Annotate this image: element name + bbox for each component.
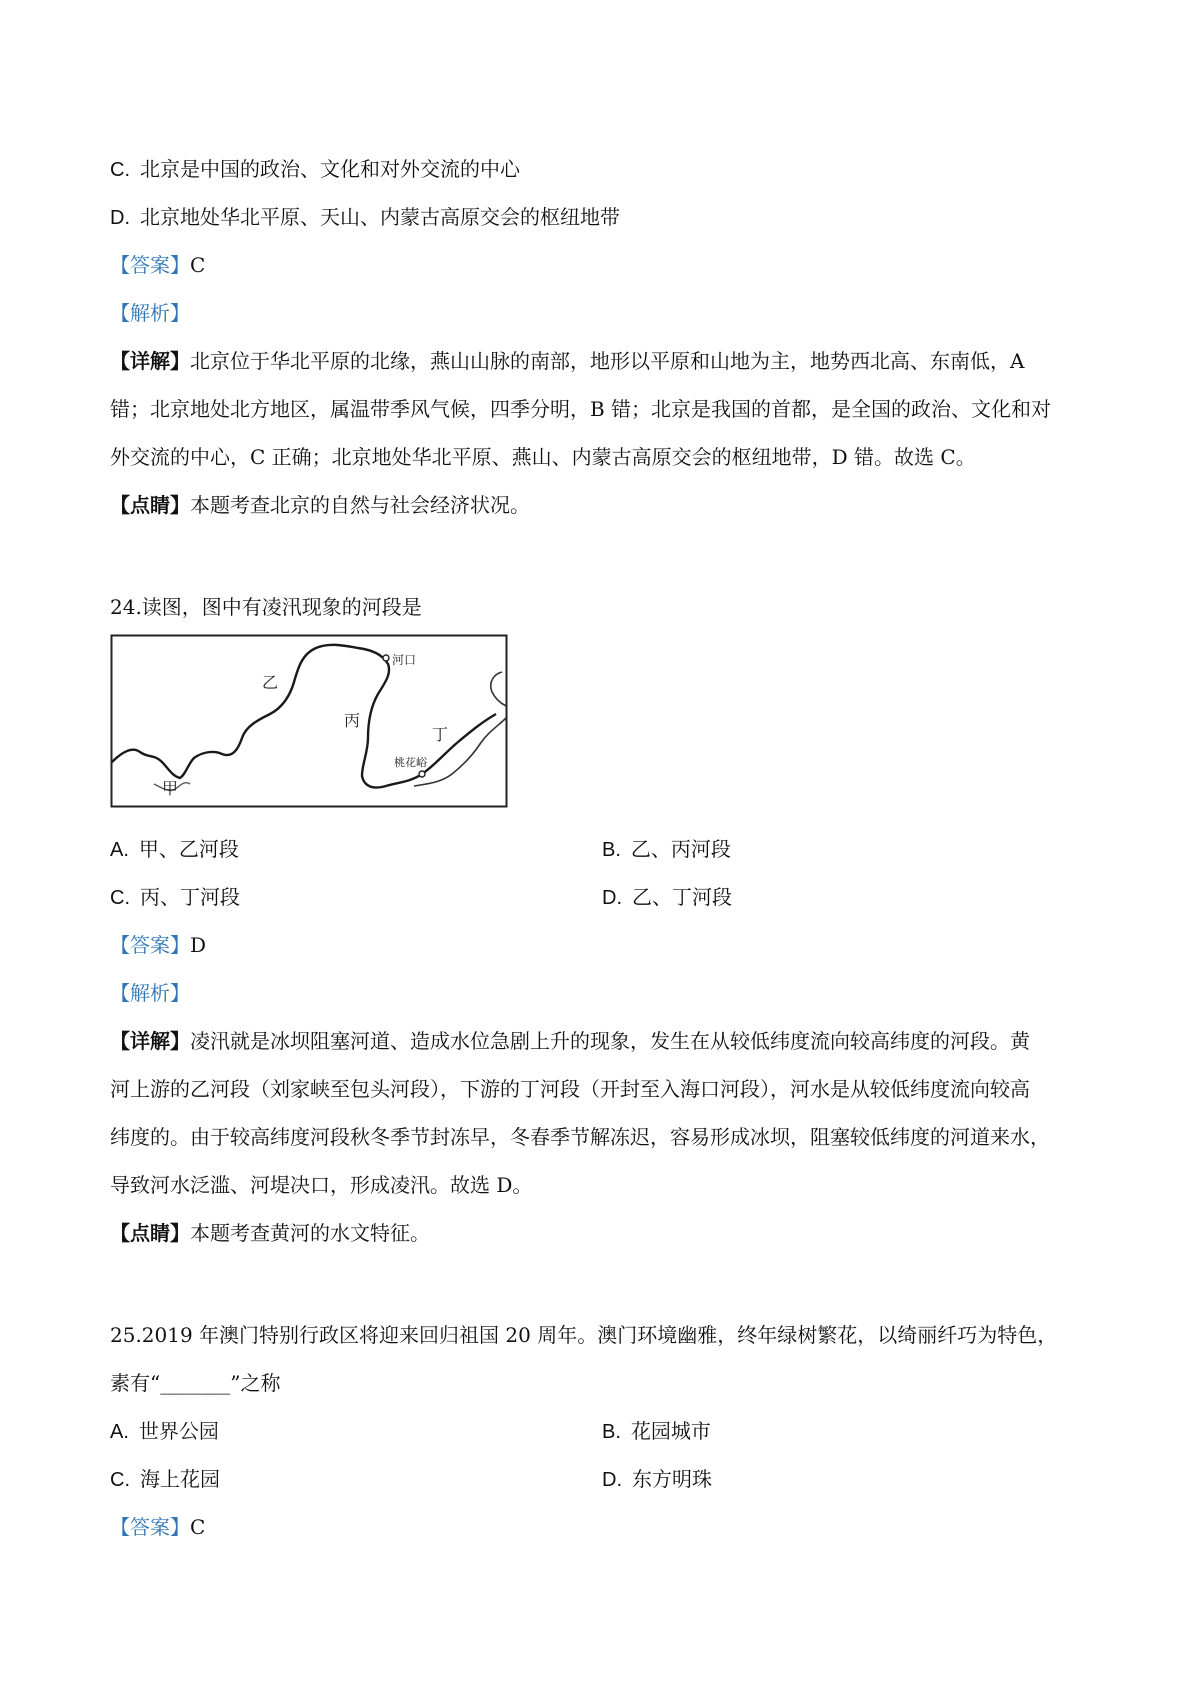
option-text: 海上花园	[140, 1467, 220, 1491]
q25-option-d	[602, 1465, 1082, 1494]
answer-tag: 【答案】	[110, 933, 190, 957]
q25-answer	[110, 1513, 1100, 1541]
option-letter: D.	[602, 1469, 622, 1491]
q24-option-a	[110, 835, 590, 864]
option-letter: D.	[110, 207, 130, 229]
q23-detail-line-1	[110, 347, 1100, 375]
q23-comment	[110, 491, 1100, 519]
option-letter: A.	[110, 839, 129, 861]
yellow-river-map	[110, 634, 508, 808]
q24-answer	[110, 931, 1100, 959]
comment-text: 本题考查黄河的水文特征。	[190, 1221, 430, 1245]
comment-tag: 【点睛】	[110, 1221, 190, 1245]
option-letter: B.	[602, 839, 621, 861]
taohuayu-marker	[419, 771, 425, 777]
option-text: 乙、丙河段	[630, 837, 731, 861]
option-letter: D.	[602, 887, 622, 909]
q24-option-d	[602, 883, 1082, 912]
q23-option-c	[110, 155, 1100, 184]
q24-comment	[110, 1219, 1100, 1247]
answer-tag: 【答案】	[110, 1515, 190, 1539]
detail-tag: 【详解】	[110, 1029, 190, 1053]
option-text: 花园城市	[630, 1419, 711, 1443]
option-text: 北京地处华北平原、天山、内蒙古高原交会的枢纽地带	[140, 205, 620, 229]
option-letter: C.	[110, 887, 130, 909]
answer-value: C	[190, 253, 206, 277]
option-text: 乙、丁河段	[632, 885, 732, 909]
q24-detail-line-4: 导致河水泛滥、河堤决口，形成凌汛。故选 D。	[110, 1173, 533, 1197]
option-text: 东方明珠	[632, 1467, 712, 1491]
q23-option-d	[110, 203, 1100, 232]
q23-detail-line-3: 外交流的中心，C 正确；北京地处华北平原、燕山、内蒙古高原交会的枢纽地带，D 错。故选 C。	[110, 445, 976, 469]
label-ding: 丁	[432, 725, 449, 744]
option-text: 北京是中国的政治、文化和对外交流的中心	[140, 157, 520, 181]
comment-tag: 【点睛】	[110, 493, 190, 517]
label-bing: 丙	[344, 711, 361, 730]
q23-analysis-tag: 【解析】	[110, 301, 190, 325]
q25-option-b	[602, 1417, 1082, 1446]
detail-text: 北京位于华北平原的北缘，燕山山脉的南部，地形以平原和山地为主，地势西北高、东南低，A	[190, 349, 1025, 373]
option-text: 丙、丁河段	[140, 885, 240, 909]
comment-text: 本题考查北京的自然与社会经济状况。	[190, 493, 530, 517]
option-letter: C.	[110, 159, 130, 181]
q23-answer	[110, 251, 1100, 279]
q25-option-a	[110, 1417, 590, 1446]
option-letter: C.	[110, 1469, 130, 1491]
detail-text: 凌汛就是冰坝阻塞河道、造成水位急剧上升的现象，发生在从较低纬度流向较高纬度的河段。黄	[190, 1029, 1030, 1053]
q24-analysis-tag: 【解析】	[110, 981, 190, 1005]
label-hekou: 河口	[392, 653, 417, 667]
q23-detail-line-2: 错；北京地处北方地区，属温带季风气候，四季分明，B 错；北京是我国的首都，是全国的政治、文化和对	[110, 397, 1052, 421]
option-letter: A.	[110, 1421, 129, 1443]
q24-detail-line-1	[110, 1027, 1100, 1055]
option-text: 世界公园	[138, 1419, 219, 1443]
label-yi: 乙	[262, 673, 279, 692]
q24-question: 24.读图，图中有凌汛现象的河段是	[110, 595, 422, 619]
q24-detail-line-3: 纬度的。由于较高纬度河段秋冬季节封冻早，冬春季节解冻迟，容易形成冰坝，阻塞较低纬度的河道来水，	[110, 1125, 1050, 1149]
q24-option-c	[110, 883, 590, 912]
q24-detail-line-2: 河上游的乙河段（刘家峡至包头河段），下游的丁河段（开封至入海口河段），河水是从较低纬度流向较高	[110, 1077, 1030, 1101]
answer-value: D	[190, 933, 207, 957]
q24-option-b	[602, 835, 1082, 864]
q25-question-line-1: 25.2019 年澳门特别行政区将迎来回归祖国 20 周年。澳门环境幽雅，终年绿树繁花，以绮丽纤巧为特色，	[110, 1323, 1058, 1347]
option-text: 甲、乙河段	[138, 837, 239, 861]
q25-option-c	[110, 1465, 590, 1494]
q25-question-line-2: 素有“_______”之称	[110, 1371, 281, 1395]
answer-tag: 【答案】	[110, 253, 190, 277]
label-taohuayu: 桃花峪	[394, 756, 427, 769]
answer-value: C	[190, 1515, 206, 1539]
option-letter: B.	[602, 1421, 621, 1443]
yellow-river-map-svg	[110, 634, 508, 808]
label-jia: 甲	[162, 779, 179, 798]
hekou-marker	[383, 655, 389, 661]
detail-tag: 【详解】	[110, 349, 190, 373]
